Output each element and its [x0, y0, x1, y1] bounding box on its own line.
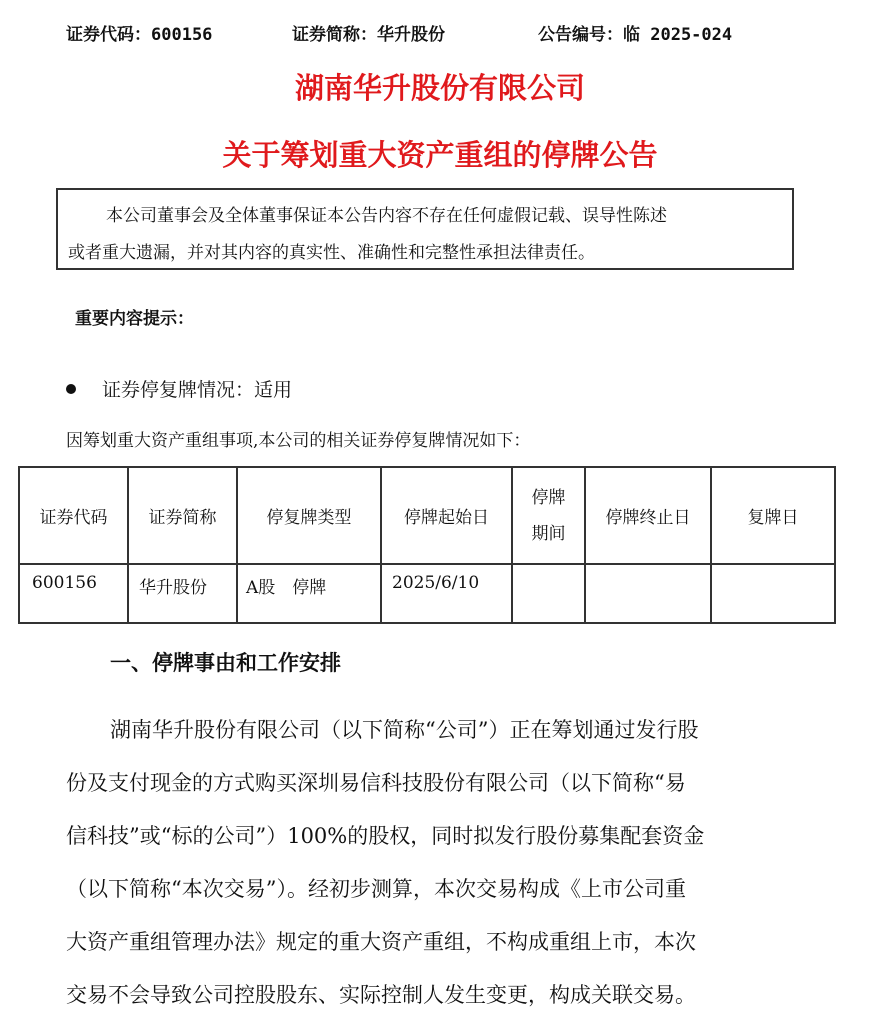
header-resume-date: 复牌日 — [711, 467, 835, 564]
paragraph-line: 交易不会导致公司控股股东、实际控制人发生变更，构成关联交易。 — [66, 983, 696, 1007]
header-start-date: 停牌起始日 — [381, 467, 512, 564]
cell-name: 华升股份 — [128, 564, 237, 623]
suspension-intro: 因筹划重大资产重组事项,本公司的相关证券停复牌情况如下： — [66, 431, 531, 451]
table-row — [19, 564, 835, 623]
cell-end-date — [585, 564, 711, 623]
responsibility-statement-box — [56, 188, 794, 270]
header-period-line2: 期间 — [531, 523, 566, 544]
section-1-paragraph — [66, 704, 786, 1022]
paragraph-line: 信科技”或“标的公司”）100%的股权，同时拟发行股份募集配套资金 — [66, 824, 705, 848]
header-security-name: 证券简称 — [128, 467, 237, 564]
suspension-table — [18, 466, 836, 624]
notice-title: 关于筹划重大资产重组的停牌公告 — [222, 138, 658, 172]
cell-start-date: 2025/6/10 — [381, 564, 512, 623]
cell-period — [512, 564, 585, 623]
key-content-hint: 重要内容提示： — [75, 309, 194, 329]
header-security-code: 证券代码 — [19, 467, 128, 564]
security-code-label: 证券代码：600156 — [66, 25, 213, 45]
paragraph-line: （以下简称“本次交易”）。经初步测算，本次交易构成《上市公司重 — [66, 877, 686, 901]
suspension-applicability-item — [66, 375, 292, 402]
bullet-dot-icon — [66, 384, 76, 394]
header-end-date: 停牌终止日 — [585, 467, 711, 564]
paragraph-line: 湖南华升股份有限公司（以下简称“公司”）正在筹划通过发行股 — [110, 718, 699, 742]
bullet-text: 证券停复牌情况：适用 — [102, 379, 293, 401]
cell-code: 600156 — [19, 564, 128, 623]
statement-line-1: 本公司董事会及全体董事保证本公告内容不存在任何虚假记载、误导性陈述 — [106, 206, 667, 226]
header-period-line1: 停牌 — [531, 487, 566, 508]
statement-line-2: 或者重大遗漏，并对其内容的真实性、准确性和完整性承担法律责任。 — [68, 243, 595, 263]
company-title: 湖南华升股份有限公司 — [294, 71, 585, 105]
header-period — [512, 467, 585, 564]
section-1-title: 一、停牌事由和工作安排 — [110, 651, 341, 675]
notice-number-label: 公告编号：临 2025-024 — [538, 25, 733, 45]
cell-resume-date — [711, 564, 835, 623]
security-name-label: 证券简称：华升股份 — [292, 25, 445, 45]
paragraph-line: 大资产重组管理办法》规定的重大资产重组，不构成重组上市，本次 — [66, 930, 696, 954]
table-header-row — [19, 467, 835, 564]
header-suspension-type: 停复牌类型 — [237, 467, 381, 564]
cell-type: A股 停牌 — [237, 564, 381, 623]
paragraph-line: 份及支付现金的方式购买深圳易信科技股份有限公司（以下简称“易 — [66, 771, 686, 795]
